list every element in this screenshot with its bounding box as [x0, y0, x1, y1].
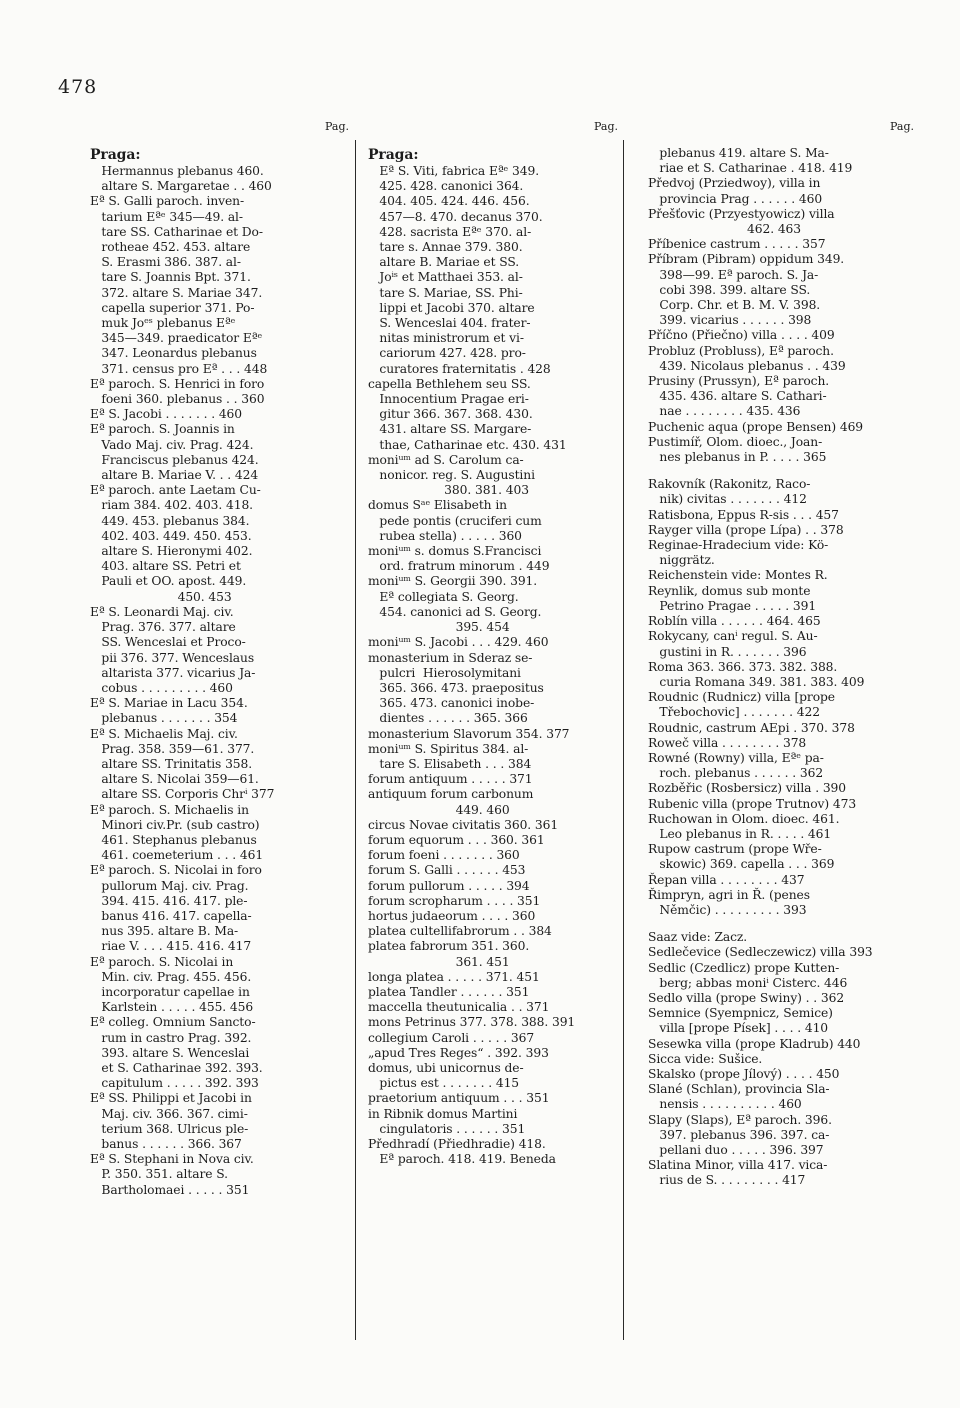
index-entry-line: forum antiquum . . . . . 371	[368, 772, 533, 787]
index-entry-line: 365. 366. 473. praepositus	[368, 680, 544, 695]
index-entry-line: 397. plebanus 396. 397. ca-	[648, 1127, 830, 1142]
index-entry-line: 398—99. Eª paroch. S. Ja-	[648, 267, 819, 282]
index-entry-line: nes plebanus in P. . . . . 365	[648, 450, 827, 465]
index-entry-line: monasterium Slavorum 354. 377	[368, 726, 570, 741]
index-entry-line: curia Romana 349. 381. 383. 409	[648, 674, 865, 689]
index-entry-line: Leo plebanus in R. . . . . 461	[648, 826, 832, 841]
index-entry-line: altare B. Mariae V. . . 424	[90, 468, 259, 483]
index-entry-line: cingulatoris . . . . . . 351	[368, 1121, 526, 1136]
index-entry-line: Příbenice castrum . . . . . 357	[648, 237, 826, 252]
index-entry-line: 404. 405. 424. 446. 456.	[368, 194, 530, 209]
index-entry-line: altare S. Nicolai 359—61.	[90, 772, 259, 787]
index-entry-line: Sedlečevice (Sedleczewicz) villa 393	[648, 945, 873, 960]
index-entry-line: tare S. Elisabeth . . . 384	[368, 756, 532, 771]
pag-label-column-1: Pag.	[325, 120, 350, 133]
index-entry-line: capella Bethlehem seu SS.	[368, 376, 531, 391]
index-entry-line: collegium Caroli . . . . . 367	[368, 1030, 535, 1045]
index-entry-line: moniᵘᵐ S. Spiritus 384. al-	[368, 741, 529, 756]
index-entry-line: pii 376. 377. Wenceslaus	[90, 650, 255, 665]
index-entry-line: platea cultellifabrorum . . 384	[368, 924, 552, 939]
index-entry-line: Bartholomaei . . . . . 351	[90, 1182, 250, 1197]
index-entry-line: Pauli et OO. apost. 449.	[90, 574, 247, 589]
index-entry-line: antiquum forum carbonum	[368, 787, 534, 802]
index-entry-line: Řimpryn, agri in Ř. (penes	[648, 887, 810, 902]
index-entry-line: nik) civitas . . . . . . . 412	[648, 492, 807, 507]
index-entry-line: Reginae-Hradecium vide: Kö-	[648, 538, 829, 553]
index-entry-line: tare SS. Catharinae et Do-	[90, 224, 263, 239]
index-entry-line: Minori civ.Pr. (sub castro)	[90, 817, 260, 832]
index-entry-line: Slané (Schlan), provincia Sla-	[648, 1082, 830, 1097]
index-entry-line: Innocentium Pragae eri-	[368, 392, 529, 407]
index-entry-line: pulcri Hierosolymitani	[368, 665, 521, 680]
index-entry-line: Eª colleg. Omnium Sancto-	[90, 1015, 256, 1030]
index-entry-line	[648, 918, 914, 930]
index-entry-line: Eª collegiata S. Georg.	[368, 589, 519, 604]
index-entry-line: Slapy (Slaps), Eª paroch. 396.	[648, 1112, 832, 1127]
index-entry-line: Předvoj (Prziedwoy), villa in	[648, 176, 821, 191]
index-entry-line: Joⁱˢ et Matthaei 353. al-	[368, 270, 523, 285]
index-entry-line: 450. 453	[90, 589, 232, 604]
index-entry-line: cobi 398. 399. altare SS.	[648, 282, 811, 297]
index-entry-line: incorporatur capellae in	[90, 984, 250, 999]
index-entry-line: nus 395. altare B. Ma-	[90, 924, 239, 939]
pag-label-column-3: Pag.	[890, 120, 915, 133]
index-entry-line: pellani duo . . . . . 396. 397	[648, 1143, 824, 1157]
index-entry-line: Maj. civ. 366. 367. cimi-	[90, 1106, 248, 1121]
index-entry-line: Rubenic villa (prope Trutnov) 473	[648, 796, 857, 811]
index-entry-line: Praga:	[90, 147, 141, 163]
index-entry-line: forum equorum . . . 360. 361	[368, 832, 545, 847]
index-entry-line: 457—8. 470. decanus 370.	[368, 209, 543, 224]
index-entry-line: Eª paroch. S. Michaelis in	[90, 802, 249, 817]
index-entry-line: 361. 451	[368, 954, 510, 969]
index-entry-line: Petrino Pragae . . . . . 391	[648, 598, 817, 613]
index-entry-line: Roweč villa . . . . . . . . 378	[648, 735, 807, 750]
index-entry-line: capella superior 371. Po-	[90, 300, 255, 315]
index-entry-line: domus Sᵃᵉ Elisabeth in	[368, 498, 507, 513]
index-entry-line: Eª S. Stephani in Nova civ.	[90, 1152, 254, 1167]
index-entry-line	[648, 465, 914, 477]
index-entry-line: nonicor. reg. S. Augustini	[368, 468, 535, 483]
index-entry-line: domus, ubi unicornus de-	[368, 1060, 524, 1075]
index-entry-line: banus 416. 417. capella-	[90, 908, 252, 923]
index-entry-line: 449. 453. plebanus 384.	[90, 513, 250, 528]
index-entry-line: cariorum 427. 428. pro-	[368, 346, 526, 361]
index-entry-line: altare SS. Corporis Chrⁱ 377	[90, 787, 275, 802]
index-entry-line: forum pullorum . . . . . 394	[368, 878, 530, 893]
index-entry-line: 454. canonici ad S. Georg.	[368, 604, 542, 619]
index-entry-line: cobus . . . . . . . . . 460	[90, 680, 233, 695]
index-entry-line: riae et S. Catharinae . 418. 419	[648, 161, 853, 176]
index-entry-line: altarista 377. vicarius Ja-	[90, 665, 256, 680]
index-entry-line: 431. altare SS. Margare-	[368, 422, 532, 437]
index-entry-line: moniᵘᵐ ad S. Carolum ca-	[368, 452, 524, 467]
index-entry-line: 399. vicarius . . . . . . 398	[648, 313, 812, 328]
index-entry-line: Eª paroch. S. Henrici in foro	[90, 376, 265, 391]
index-entry-line: Eª S. Mariae in Lacu 354.	[90, 696, 248, 711]
index-entry-line: hortus judaeorum . . . . 360	[368, 908, 536, 923]
index-entry-line: terium 368. Ulricus ple-	[90, 1121, 249, 1136]
index-column-1	[90, 146, 350, 1336]
index-entry-line: Slatina Minor, villa 417. vica-	[648, 1158, 828, 1173]
index-column-3	[648, 146, 914, 1336]
index-entry-line: Eª paroch. S. Joannis in	[90, 422, 235, 437]
index-entry-line: thae, Catharinae etc. 430. 431	[368, 437, 567, 452]
index-entry-line: berg; abbas moniⁱ Cisterc. 446	[648, 975, 848, 990]
index-entry-line: tarium Eªᵉ 345—49. al-	[90, 209, 243, 224]
index-entry-line: 462. 463	[648, 222, 801, 237]
column-divider-2	[623, 140, 624, 1340]
index-entry-line: Prusiny (Prussyn), Eª paroch.	[648, 374, 830, 389]
index-entry-line: muk Joᵉˢ plebanus Eªᵉ	[90, 316, 236, 331]
index-entry-line: 425. 428. canonici 364.	[368, 179, 524, 194]
index-entry-line: 394. 415. 416. 417. ple-	[90, 893, 248, 908]
index-entry-line: Rupow castrum (prope Wře-	[648, 842, 822, 857]
index-entry-line: nitas ministrorum et vi-	[368, 331, 524, 346]
index-entry-line: nae . . . . . . . . 435. 436	[648, 404, 801, 419]
index-entry-line: provincia Prag . . . . . . 460	[648, 191, 823, 206]
index-entry-line: pede pontis (cruciferi cum	[368, 513, 542, 528]
index-entry-line: Rowné (Rowny) villa, Eªᵉ pa-	[648, 750, 824, 765]
index-entry-line: forum foeni . . . . . . . 360	[368, 848, 520, 863]
index-entry-line: Reynlik, domus sub monte	[648, 583, 811, 598]
index-entry-line: circus Novae civitatis 360. 361	[368, 817, 559, 832]
index-entry-line: Eª S. Galli paroch. inven-	[90, 194, 245, 209]
index-entry-line: Roma 363. 366. 373. 382. 388.	[648, 659, 838, 674]
index-entry-line: Pustimíř, Olom. dioec., Joan-	[648, 434, 823, 449]
index-entry-line: 347. Leonardus plebanus	[90, 346, 257, 361]
index-entry-line: dientes . . . . . . 365. 366	[368, 711, 528, 726]
index-entry-line: Eª SS. Philippi et Jacobi in	[90, 1091, 252, 1106]
page-number: 478	[58, 76, 98, 98]
index-entry-line: Reichenstein vide: Montes R.	[648, 568, 828, 583]
index-entry-line: Sicca vide: Sušice.	[648, 1051, 763, 1066]
index-entry-line: nensis . . . . . . . . . . 460	[648, 1097, 802, 1112]
index-entry-line: altare S. Hieronymi 402.	[90, 544, 253, 559]
index-entry-line: Eª S. Jacobi . . . . . . . 460	[90, 407, 242, 422]
index-entry-line: Příbram (Pibram) oppidum 349.	[648, 252, 845, 267]
index-entry-line: villa [prope Písek] . . . . 410	[648, 1021, 829, 1036]
index-entry-line: Eª paroch. S. Nicolai in foro	[90, 863, 262, 878]
index-entry-line: altare S. Margaretae . . 460	[90, 179, 272, 194]
index-entry-line: Roudnic (Rudnicz) villa [prope	[648, 690, 835, 705]
index-entry-line: monasterium in Sderaz se-	[368, 650, 533, 665]
index-entry-line: skowic) 369. capella . . . 369	[648, 857, 835, 872]
index-entry-line: moniᵘᵐ S. Georgii 390. 391.	[368, 574, 538, 589]
index-entry-line: 428. sacrista Eªᵉ 370. al-	[368, 224, 532, 239]
index-entry-line: foeni 360. plebanus . . 360	[90, 392, 265, 407]
index-entry-line: plebanus 419. altare S. Ma-	[648, 146, 829, 160]
index-entry-line: Eª S. Leonardi Maj. civ.	[90, 604, 234, 619]
index-column-2	[368, 146, 618, 1336]
index-entry-line: riae V. . . . 415. 416. 417	[90, 939, 252, 954]
index-entry-line: forum S. Galli . . . . . . 453	[368, 863, 526, 878]
index-entry-line: Rozběřic (Rosbersicz) villa . 390	[648, 781, 846, 796]
index-entry-line: riam 384. 402. 403. 418.	[90, 498, 253, 513]
index-entry-line: plebanus . . . . . . . 354	[90, 711, 238, 726]
index-entry-line: tare S. Mariae, SS. Phi-	[368, 285, 523, 300]
index-entry-line: 449. 460	[368, 802, 510, 817]
index-entry-line: 345—349. praedicator Eªᵉ	[90, 331, 263, 346]
index-entry-line: Probluz (Probluss), Eª paroch.	[648, 343, 834, 358]
index-entry-line: „apud Tres Reges“ . 392. 393	[368, 1045, 549, 1060]
index-entry-line: S. Erasmi 386. 387. al-	[90, 255, 241, 270]
index-entry-line: Přešťovic (Przyestyowicz) villa	[648, 206, 835, 221]
index-entry-line: Sedlo villa (prope Swiny) . . 362	[648, 990, 845, 1005]
index-entry-line: Ruchowan in Olom. dioec. 461.	[648, 811, 840, 826]
index-entry-line: 461. coemeterium . . . 461	[90, 848, 264, 863]
index-entry-line: in Ribnik domus Martini	[368, 1106, 518, 1121]
index-entry-line: 395. 454	[368, 620, 510, 635]
index-entry-line: Příčno (Přiečno) villa . . . . 409	[648, 328, 835, 343]
index-entry-line: tare s. Annae 379. 380.	[368, 240, 523, 255]
pag-label-column-2: Pag.	[594, 120, 619, 133]
index-entry-line: Řepan villa . . . . . . . . 437	[648, 872, 805, 887]
index-entry-line: Roblín villa . . . . . . 464. 465	[648, 614, 821, 629]
index-entry-line: pictus est . . . . . . . 415	[368, 1076, 520, 1091]
index-entry-line: tare S. Joannis Bpt. 371.	[90, 270, 251, 285]
index-entry-line: Rayger villa (prope Lípa) . . 378	[648, 522, 844, 537]
index-entry-line: Třebochovic] . . . . . . . 422	[648, 705, 820, 720]
index-entry-line: Eª paroch. ante Laetam Cu-	[90, 483, 261, 498]
index-entry-line: rum in castro Prag. 392.	[90, 1030, 252, 1045]
index-entry-line: Min. civ. Prag. 455. 456.	[90, 969, 252, 984]
index-entry-line: 402. 403. 449. 450. 453.	[90, 528, 252, 543]
index-entry-line: S. Wenceslai 404. frater-	[368, 316, 531, 331]
index-entry-line: Karlstein . . . . . 455. 456	[90, 1000, 254, 1015]
index-entry-line: Skalsko (prope Jílový) . . . . 450	[648, 1066, 840, 1081]
index-entry-line: Semnice (Syempnicz, Semice)	[648, 1006, 833, 1021]
index-entry-line: Puchenic aqua (prope Bensen) 469	[648, 419, 864, 434]
index-entry-line: rotheae 452. 453. altare	[90, 240, 251, 255]
index-entry-line: 365. 473. canonici inobe-	[368, 696, 535, 711]
index-entry-line: P. 350. 351. altare S.	[90, 1167, 228, 1182]
index-entry-line: Rokycany, canⁱ regul. S. Au-	[648, 629, 818, 644]
index-entry-line: banus . . . . . . 366. 367	[90, 1137, 242, 1151]
index-entry-line: Hermannus plebanus 460.	[90, 164, 264, 178]
index-entry-line: maccella theutunicalia . . 371	[368, 1000, 550, 1015]
index-entry-line: Franciscus plebanus 424.	[90, 452, 259, 467]
index-entry-line: 372. altare S. Mariae 347.	[90, 285, 263, 300]
index-entry-line: forum scropharum . . . . 351	[368, 893, 541, 908]
index-entry-line: roch. plebanus . . . . . . 362	[648, 766, 824, 781]
index-entry-line: Praga:	[368, 147, 419, 163]
index-entry-line: Eª S. Michaelis Maj. civ.	[90, 726, 238, 741]
index-entry-line: Rakovník (Rakonitz, Raco-	[648, 477, 811, 492]
index-entry-line: Eª paroch. S. Nicolai in	[90, 954, 234, 969]
index-entry-line: 461. Stephanus plebanus	[90, 832, 257, 847]
index-entry-line: et S. Catharinae 392. 393.	[90, 1060, 263, 1075]
index-entry-line: capitulum . . . . . 392. 393	[90, 1076, 259, 1091]
index-entry-line: 403. altare SS. Petri et	[90, 559, 241, 574]
index-entry-line: gustini in R. . . . . . . 396	[648, 644, 807, 659]
index-entry-line: rubea stella) . . . . . 360	[368, 528, 522, 543]
index-entry-line: longa platea . . . . . 371. 451	[368, 969, 540, 984]
index-entry-line: Sesewka villa (prope Kladrub) 440	[648, 1036, 861, 1051]
index-entry-line: moniᵘᵐ S. Jacobi . . . 429. 460	[368, 635, 549, 650]
index-entry-line: Saaz vide: Zacz.	[648, 930, 748, 945]
index-entry-line: 393. altare S. Wenceslai	[90, 1045, 250, 1060]
index-entry-line: Corp. Chr. et B. M. V. 398.	[648, 298, 821, 313]
index-entry-line: praetorium antiquum . . . 351	[368, 1091, 550, 1106]
index-entry-line: 439. Nicolaus plebanus . . 439	[648, 358, 846, 373]
index-entry-line: Roudnic, castrum AEpi . 370. 378	[648, 720, 855, 735]
index-entry-line: Eª paroch. 418. 419. Beneda	[368, 1152, 556, 1167]
index-entry-line: niggrätz.	[648, 553, 715, 568]
index-entry-line: platea Tandler . . . . . . 351	[368, 984, 530, 999]
index-entry-line: mons Petrinus 377. 378. 388. 391	[368, 1015, 576, 1030]
index-entry-line: Vado Maj. civ. Prag. 424.	[90, 437, 254, 452]
column-divider-1	[355, 140, 356, 1340]
index-entry-line: 435. 436. altare S. Cathari-	[648, 389, 827, 404]
index-entry-line: Němčic) . . . . . . . . . 393	[648, 902, 807, 917]
index-entry-line: lippi et Jacobi 370. altare	[368, 300, 535, 315]
index-entry-line: 380. 381. 403	[368, 483, 529, 498]
index-entry-line: platea fabrorum 351. 360.	[368, 939, 530, 954]
index-entry-line: altare SS. Trinitatis 358.	[90, 756, 253, 771]
index-entry-line: Ratisbona, Eppus R-sis . . . 457	[648, 507, 839, 522]
index-entry-line: Sedlic (Czedlicz) prope Kutten-	[648, 960, 840, 975]
index-entry-line: Předhradí (Přiedhradie) 418.	[368, 1137, 546, 1151]
index-entry-line: moniᵘᵐ s. domus S.Francisci	[368, 544, 542, 559]
index-entry-line: 371. census pro Eª . . . 448	[90, 361, 268, 376]
index-entry-line: pullorum Maj. civ. Prag.	[90, 878, 249, 893]
index-entry-line: curatores fraternitatis . 428	[368, 361, 551, 376]
index-entry-line: Eª S. Viti, fabrica Eªᵉ 349.	[368, 164, 540, 178]
index-entry-line: SS. Wenceslai et Proco-	[90, 635, 246, 650]
index-entry-line: gitur 366. 367. 368. 430.	[368, 407, 533, 422]
index-entry-line: Prag. 358. 359—61. 377.	[90, 741, 255, 756]
index-entry-line: rius de S. . . . . . . . . 417	[648, 1173, 806, 1188]
index-entry-line: Prag. 376. 377. altare	[90, 620, 236, 635]
index-entry-line: ord. fratrum minorum . 449	[368, 559, 550, 574]
index-entry-line: altare B. Mariae et SS.	[368, 255, 520, 270]
